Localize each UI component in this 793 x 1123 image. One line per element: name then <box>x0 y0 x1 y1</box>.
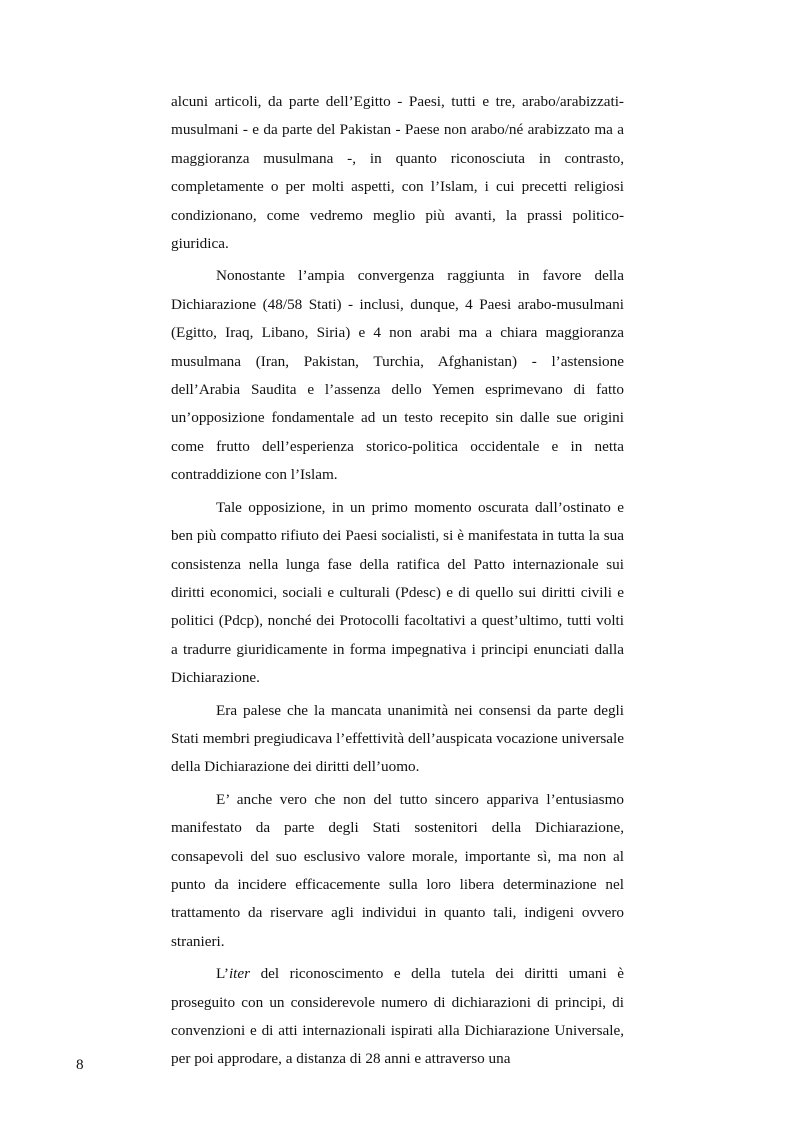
paragraph-4: Era palese che la mancata unanimità nei consensi da parte degli Stati membri pregiudicava l’effettività dell’auspicata vocazione universale della Dichiarazione dei diritti dell’uomo. <box>171 701 624 776</box>
paragraph-6-rest: del riconoscimento e della tutela dei diritti umani è proseguito con un considerevole numero di dichiarazioni di principi, di convenzioni e di atti internazionali ispirati alla Dichiarazione Universale, per poi approdare, a distanza di 28 anni e attraverso una <box>171 965 624 1068</box>
paragraph-3: Tale opposizione, in un primo momento oscurata dall’ostinato e ben più compatto rifiuto dei Paesi socialisti, si è manifestata in tutta la sua consistenza nella lunga fase della ratifica del Patto internazionale sui diritti economici, sociali e culturali (Pdesc) e di quello sui diritti civili e politici (Pdcp), nonché dei Protocolli facoltativi a quest’ultimo, tutti volti a tradurre giuridicamente in forma impegnativa i principi enunciati dalla Dichiarazione. <box>171 498 624 687</box>
paragraph-6-lead: L’ <box>216 965 229 983</box>
paragraph-6-italic-term: iter <box>228 965 251 983</box>
paragraph-5: E’ anche vero che non del tutto sincero appariva l’entusiasmo manifestato da parte degli Stati sostenitori della Dichiarazione, consapevoli del suo esclusivo valore morale, importante sì, ma non al punto da incidere efficacemente sulla loro libera determinazione nel trattamento da riservare agli individui in quanto tali, indigeni ovvero stranieri. <box>171 790 624 950</box>
page-body <box>171 88 624 1078</box>
paragraph-6 <box>171 960 624 1074</box>
paragraph-2: Nonostante l’ampia convergenza raggiunta in favore della Dichiarazione (48/58 Stati) - inclusi, dunque, 4 Paesi arabo-musulmani (Egitto, Iraq, Libano, Siria) e 4 non arabi ma a chiara maggioranza musulmana (Iran, Pakistan, Turchia, Afghanistan) - l’astensione dell’Arabia Saudita e l’assenza dello Yemen esprimevano di fatto un’opposizione fondamentale ad un testo recepito sin dalle sue origini come frutto dell’esperienza storico-politica occidentale e in netta contraddizione con l’Islam. <box>171 267 624 484</box>
page-number: 8 <box>76 1056 84 1073</box>
paragraph-1: alcuni articoli, da parte dell’Egitto - Paesi, tutti e tre, arabo/arabizzati-musulmani - e da parte del Pakistan - Paese non arabo/né arabizzato ma a maggioranza musulmana -, in quanto riconosciuta in contrasto, completamente o per molti aspetti, con l’Islam, i cui precetti religiosi condizionano, come vedremo meglio più avanti, la prassi politico-giuridica. <box>171 93 624 253</box>
